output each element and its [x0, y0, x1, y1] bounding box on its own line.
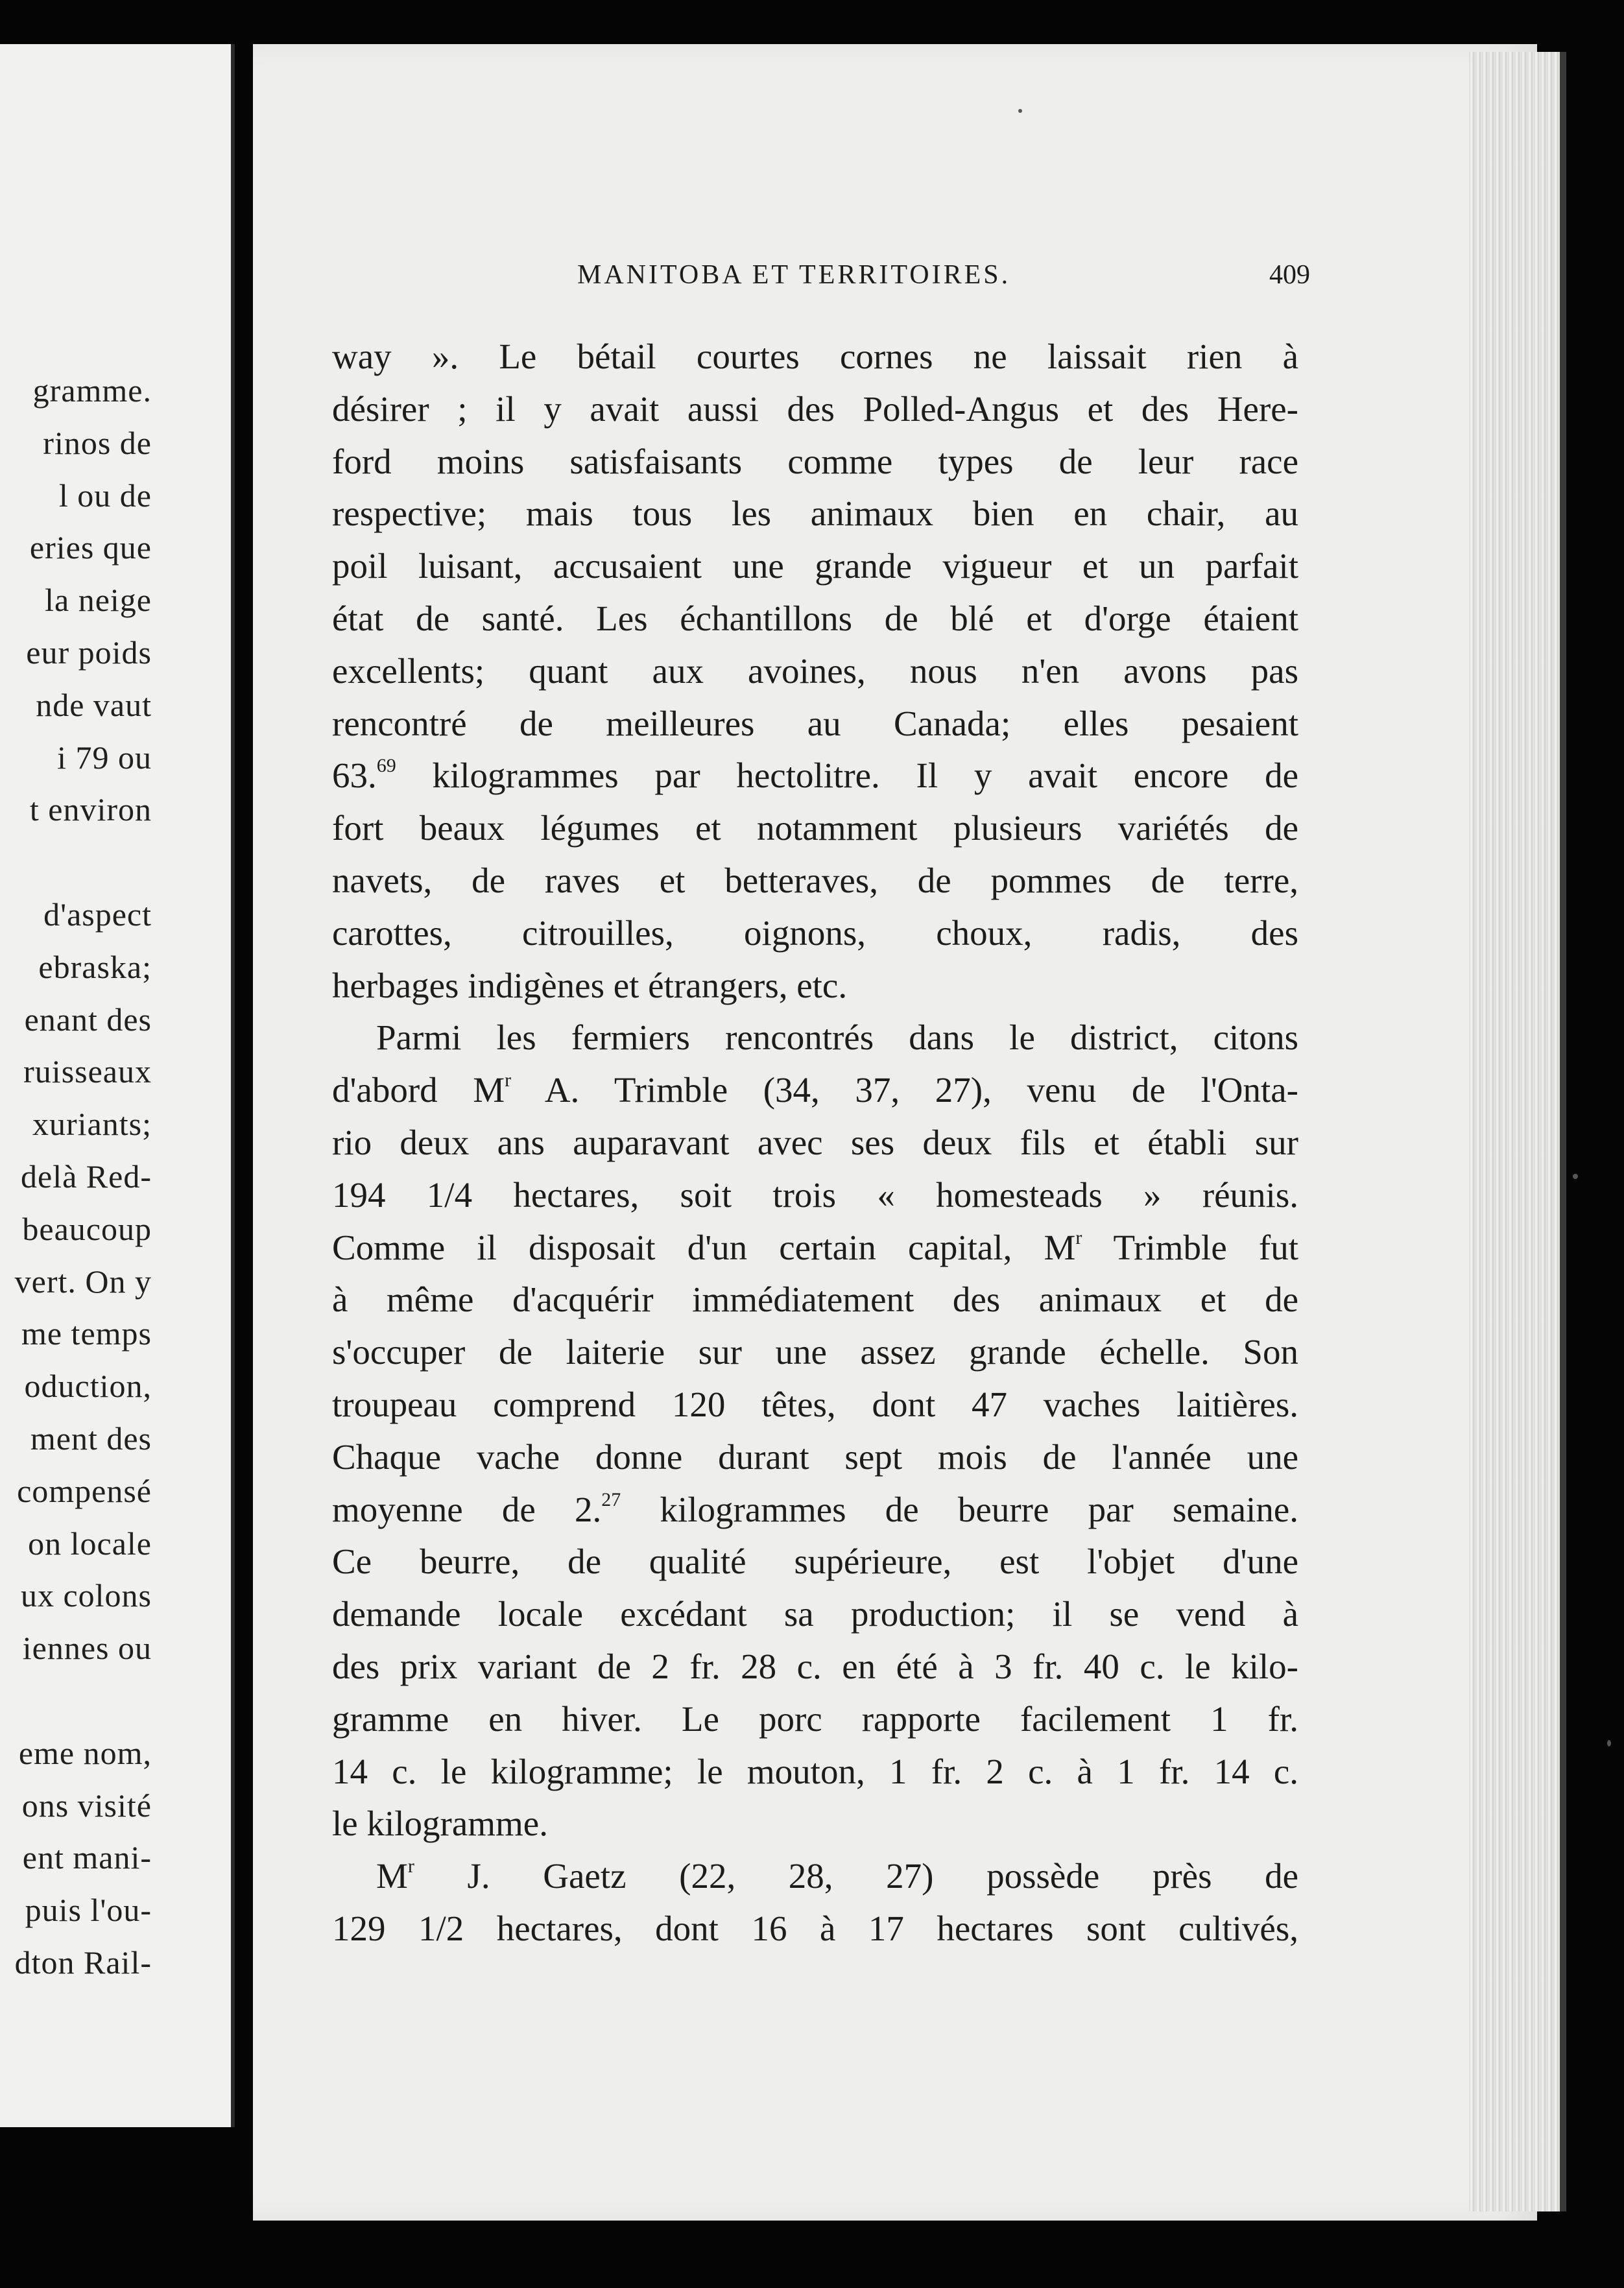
text-line: rio deux ans auparavant avec ses deux fils et établi sur: [332, 1122, 1298, 1162]
text-segment: Trimble fut: [1082, 1227, 1298, 1267]
scan-speck: [1607, 1740, 1611, 1746]
previous-page-line: nde vaut: [36, 686, 152, 723]
superscript: r: [505, 1069, 512, 1091]
previous-page-line: eries que: [29, 529, 152, 566]
text-segment: Comme il disposait d'un certain capital, M: [332, 1227, 1076, 1267]
text-line: way ». Le bétail courtes cornes ne laissait rien à: [332, 337, 1298, 376]
text-line: gramme en hiver. Le porc rapporte facilement 1 fr.: [332, 1698, 1298, 1739]
previous-page-line: oduction,: [24, 1368, 152, 1405]
text-line: 194 1/4 hectares, soit trois « homesteads » réunis.: [332, 1174, 1298, 1215]
text-segment: M: [376, 1856, 408, 1896]
text-line: état de santé. Les échantillons de blé et d'orge étaient: [332, 598, 1298, 638]
superscript: 69: [376, 755, 396, 777]
superscript: r: [1075, 1226, 1082, 1248]
text-segment: 63.: [332, 756, 377, 796]
previous-page-line: ent mani-: [22, 1839, 152, 1876]
page-edge: [1469, 52, 1566, 2211]
previous-page-line: ux colons: [20, 1577, 152, 1614]
text-line: Ce beurre, de qualité supérieure, est l'objet d'une: [332, 1542, 1298, 1582]
text-segment: kilogrammes par hectolitre. Il y avait encore de: [396, 756, 1298, 796]
text-segment: J. Gaetz (22, 28, 27) possède près de: [414, 1856, 1298, 1896]
text-line: navets, de raves et betteraves, de pommes de terre,: [332, 860, 1298, 900]
previous-page-line: ebraska;: [38, 948, 152, 985]
text-line: ford moins satisfaisants comme types de leur race: [332, 441, 1298, 481]
previous-page-line: xuriants;: [32, 1106, 152, 1143]
previous-page-line: beaucoup: [22, 1210, 152, 1247]
previous-page-line: puis l'ou-: [25, 1892, 152, 1929]
text-line: s'occuper de laiterie sur une assez grande échelle. Son: [332, 1332, 1298, 1372]
previous-page-line: rinos de: [43, 424, 152, 461]
text-line: désirer ; il y avait aussi des Polled-Angus et des Here-: [332, 388, 1298, 429]
page-number: 409: [1269, 260, 1310, 290]
previous-page-line: d'aspect: [43, 896, 152, 933]
superscript: r: [407, 1855, 414, 1877]
previous-page-line: me temps: [21, 1315, 152, 1352]
text-line: troupeau comprend 120 têtes, dont 47 vaches laitières.: [332, 1384, 1298, 1424]
previous-page-line: i 79 ou: [57, 739, 152, 776]
text-line: [332, 1484, 1298, 1536]
previous-page-line: on locale: [28, 1525, 152, 1562]
scan-speck: [1573, 1174, 1578, 1179]
previous-page-line: iennes ou: [22, 1630, 152, 1667]
previous-page-line: la neige: [45, 582, 152, 619]
text-line: [332, 1064, 1298, 1117]
text-line: rencontré de meilleures au Canada; elles pesaient: [332, 703, 1298, 743]
running-title: MANITOBA ET TERRITOIRES.: [577, 260, 1011, 290]
previous-page-line: enant des: [24, 1001, 152, 1038]
text-segment: A. Trimble (34, 37, 27), venu de l'Onta-: [511, 1070, 1298, 1110]
text-line: carottes, citrouilles, oignons, choux, radis, des: [332, 912, 1298, 953]
text-line: Chaque vache donne durant sept mois de l'année une: [332, 1436, 1298, 1477]
text-line: demande locale excédant sa production; il se vend à: [332, 1594, 1298, 1634]
text-line: Parmi les fermiers rencontrés dans le district, citons: [376, 1018, 1298, 1058]
previous-page-line: gramme.: [32, 372, 152, 409]
previous-page-fragment: [0, 44, 235, 2127]
text-line: 129 1/2 hectares, dont 16 à 17 hectares sont cultivés,: [332, 1908, 1298, 1948]
previous-page-line: compensé: [17, 1472, 152, 1509]
text-line: respective; mais tous les animaux bien en chair, au: [332, 494, 1298, 534]
running-header: [577, 259, 1310, 298]
text-segment: moyenne de 2.: [332, 1489, 602, 1529]
text-segment: d'abord M: [332, 1070, 505, 1110]
previous-page-line: t environ: [29, 791, 152, 828]
text-line: à même d'acquérir immédiatement des animaux et de: [332, 1280, 1298, 1320]
previous-page-line: eme nom,: [18, 1734, 152, 1771]
text-segment: kilogrammes de beurre par semaine.: [621, 1489, 1298, 1529]
superscript: 27: [601, 1488, 621, 1510]
text-line: excellents; quant aux avoines, nous n'en avons pas: [332, 650, 1298, 691]
text-line: des prix variant de 2 fr. 28 c. en été à 3 fr. 40 c. le kilo-: [332, 1646, 1298, 1686]
previous-page-line: delà Red-: [21, 1158, 152, 1195]
text-line: 14 c. le kilogramme; le mouton, 1 fr. 2 c. à 1 fr. 14 c.: [332, 1751, 1298, 1791]
previous-page-line: dton Rail-: [14, 1944, 152, 1981]
body-text: [332, 331, 1298, 1955]
previous-page-line: ment des: [30, 1420, 152, 1457]
previous-page-line: vert. On y: [14, 1263, 152, 1300]
text-line: herbages indigènes et étrangers, etc.: [332, 965, 848, 1005]
previous-page-line: eur poids: [26, 634, 152, 671]
previous-page-line: ons visité: [21, 1787, 152, 1824]
text-line: [332, 1222, 1298, 1274]
previous-page-line: ruisseaux: [23, 1053, 152, 1090]
scan-speck: [1018, 109, 1022, 113]
text-line: le kilogramme.: [332, 1804, 548, 1844]
text-line: [332, 1850, 1298, 1903]
previous-page-line: l ou de: [58, 477, 152, 514]
text-line: poil luisant, accusaient une grande vigueur et un parfait: [332, 546, 1298, 586]
text-line: [332, 750, 1298, 802]
text-line: fort beaux légumes et notamment plusieurs variétés de: [332, 808, 1298, 848]
